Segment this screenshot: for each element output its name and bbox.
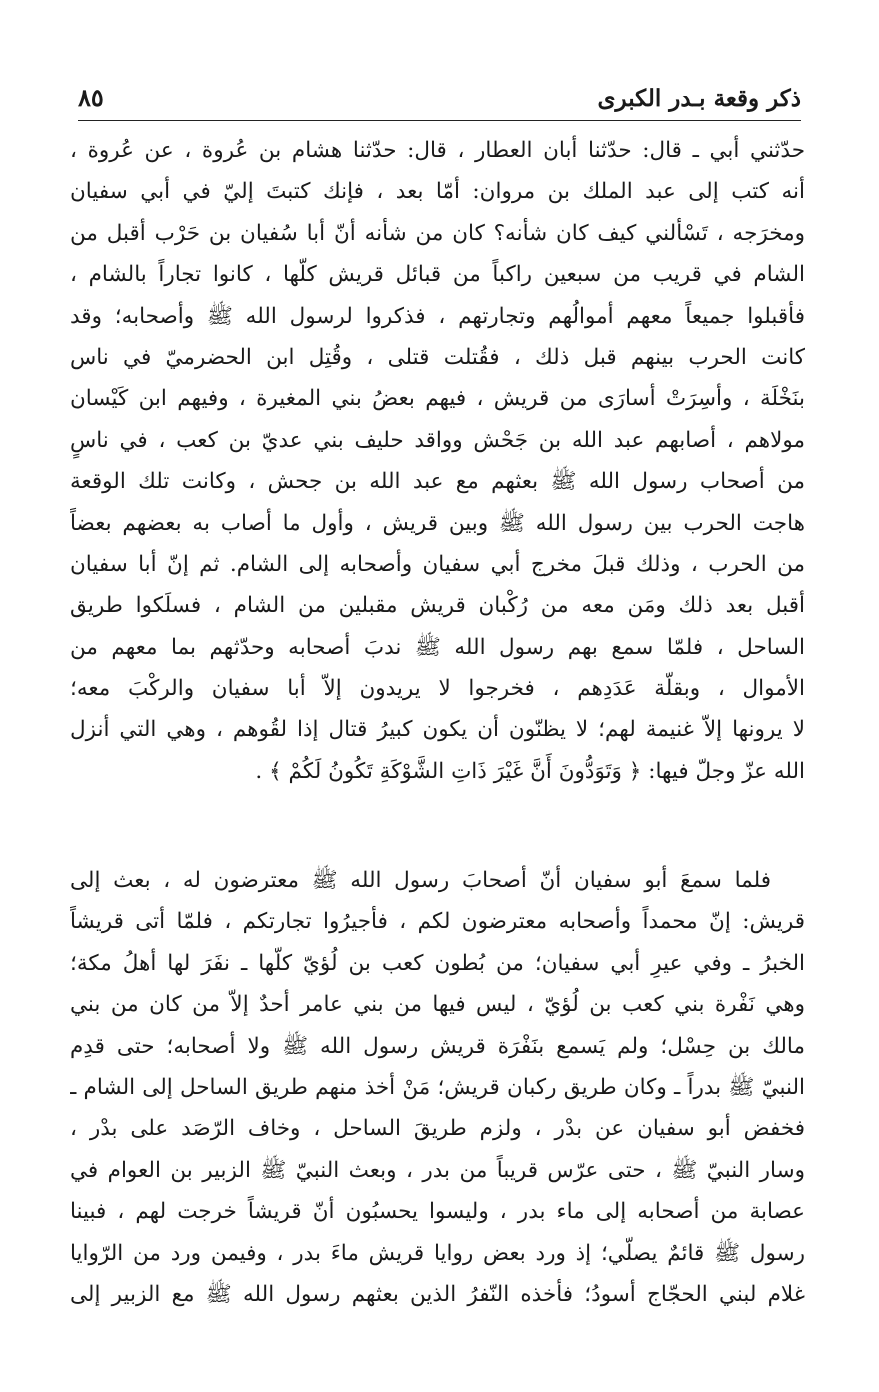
text-line: مالك بن حِسْل؛ ولم يَسمع بنَفْرَة قريش رسول الله ﷺ ولا أصحابه؛ حتى قدِم: [70, 1033, 805, 1059]
text-line: فخفض أبو سفيان عن بدْر ، ولزم طريقَ الساحل ، وخاف الرّصَد على بدْر ،: [70, 1116, 805, 1142]
text-line: أقبل بعد ذلك ومَن معه من رُكْبان قريش مقبلين من الشام ، فسلَكوا طريق: [70, 593, 805, 619]
text-line: قريش: إنّ محمداً وأصحابه معترضون لكم ، فأجيرُوا تجارتكم ، فلمّا أتى قريشاً: [70, 909, 805, 935]
paragraph-1: [70, 130, 805, 792]
text-line: فلما سمعَ أبو سفيان أنّ أصحابَ رسول الله ﷺ معترضون له ، بعث إلى: [70, 868, 771, 893]
text-line: النبيّ ﷺ بدراً ـ وكان طريق ركبان قريش؛ مَنْ أخذ منهم طريق الساحل إلى الشام ـ: [70, 1074, 805, 1100]
text-line: الخبرُ ـ وفي عيرِ أبي سفيان؛ من بُطون كعب بن لُؤيّ كلّها ـ نفَرَ لها أهلُ مكة؛: [70, 950, 805, 976]
text-line: الأموال ، وبقلّة عَدَدِهم ، فخرجوا لا يريدون إلاّ أبا سفيان والركْبَ معه؛: [70, 676, 805, 702]
text-line: عصابة من أصحابه إلى ماء بدر ، وليسوا يحسبُون أنّ قريشاً خرجت لهم ، فبينا: [70, 1199, 805, 1225]
paragraph-2: [70, 860, 805, 1315]
page-header: [78, 80, 801, 121]
text-line: غلام لبني الحجّاج أسودُ؛ فأخذه النّفرُ الذين بعثهم رسول الله ﷺ مع الزبير إلى: [70, 1281, 805, 1307]
text-line: ومخرَجه ، تَسْألني كيف كان شأنه؟ كان من شأنه أنّ أبا سُفيان بن حَرْب أقبل من: [70, 220, 805, 246]
quran-verse-line: الله عزّ وجلّ فيها: ﴿ وَتَوَدُّونَ أَنَّ غَيْرَ ذَاتِ الشَّوْكَةِ تَكُونُ لَكُمْ ﴾ .: [255, 758, 805, 784]
text-line: مولاهم ، أصابهم عبد الله بن جَحْش وواقد حليف بني عديّ بن كعب ، في ناسٍ: [70, 427, 805, 453]
text-line: الشام في قريب من سبعين راكباً من قبائل قريش كلّها ، كانوا تجاراً بالشام ،: [70, 262, 805, 288]
text-line: حدّثني أبي ـ قال: حدّثنا أبان العطار ، قال: حدّثنا هشام بن عُروة ، عن عُروة ،: [70, 138, 805, 163]
text-line: من أصحاب رسول الله ﷺ بعثهم مع عبد الله بن جحش ، وكانت تلك الوقعة: [70, 469, 805, 495]
page-number: ٨٥: [78, 83, 104, 112]
text-line: رسول ﷺ قائمٌ يصلّي؛ إذ ورد بعض روايا قريش ماءَ بدر ، وفيمن ورد من الرّوايا: [70, 1240, 805, 1266]
text-line: أنه كتب إلى عبد الملك بن مروان: أمّا بعد ، فإنك كتبتَ إليّ في أبي سفيان: [70, 179, 805, 205]
text-line: هاجت الحرب بين رسول الله ﷺ وبين قريش ، وأول ما أصاب به بعضهم بعضاً: [70, 510, 805, 536]
text-line: فأقبلوا جميعاً معهم أموالُهم وتجارتهم ، فذكروا لرسول الله ﷺ وأصحابه؛ وقد: [70, 303, 805, 329]
text-line: وهي نَفْرة بني كعب بن لُؤيّ ، ليس فيها من بني عامر أحدٌ إلاّ من كان من بني: [70, 992, 805, 1018]
text-line: لا يرونها إلاّ غنيمة لهم؛ لا يظنّون أن يكون كبيرُ قتال إذا لقُوهم ، وهي التي أنزل: [70, 717, 805, 743]
text-line: من الحرب ، وذلك قبلَ مخرج أبي سفيان وأصحابه إلى الشام. ثم إنّ أبا سفيان: [70, 551, 805, 577]
text-line: بنَخْلَة ، وأسِرَتْ أسارَى من قريش ، فيهم بعضُ بني المغيرة ، وفيهم ابن كَيْسان: [70, 386, 805, 412]
text-line: الساحل ، فلمّا سمع بهم رسول الله ﷺ ندبَ أصحابه وحدّثهم بما معهم من: [70, 634, 805, 660]
running-title: ذكر وقعة بـدر الكبرى: [597, 85, 801, 112]
text-line: وسار النبيّ ﷺ ، حتى عرّس قريباً من بدر ، وبعث النبيّ ﷺ الزبير بن العوام في: [70, 1157, 805, 1183]
text-line: كانت الحرب بينهم قبل ذلك ، فقُتلت قتلى ، وقُتِل ابن الحضرميّ في ناس: [70, 344, 805, 370]
